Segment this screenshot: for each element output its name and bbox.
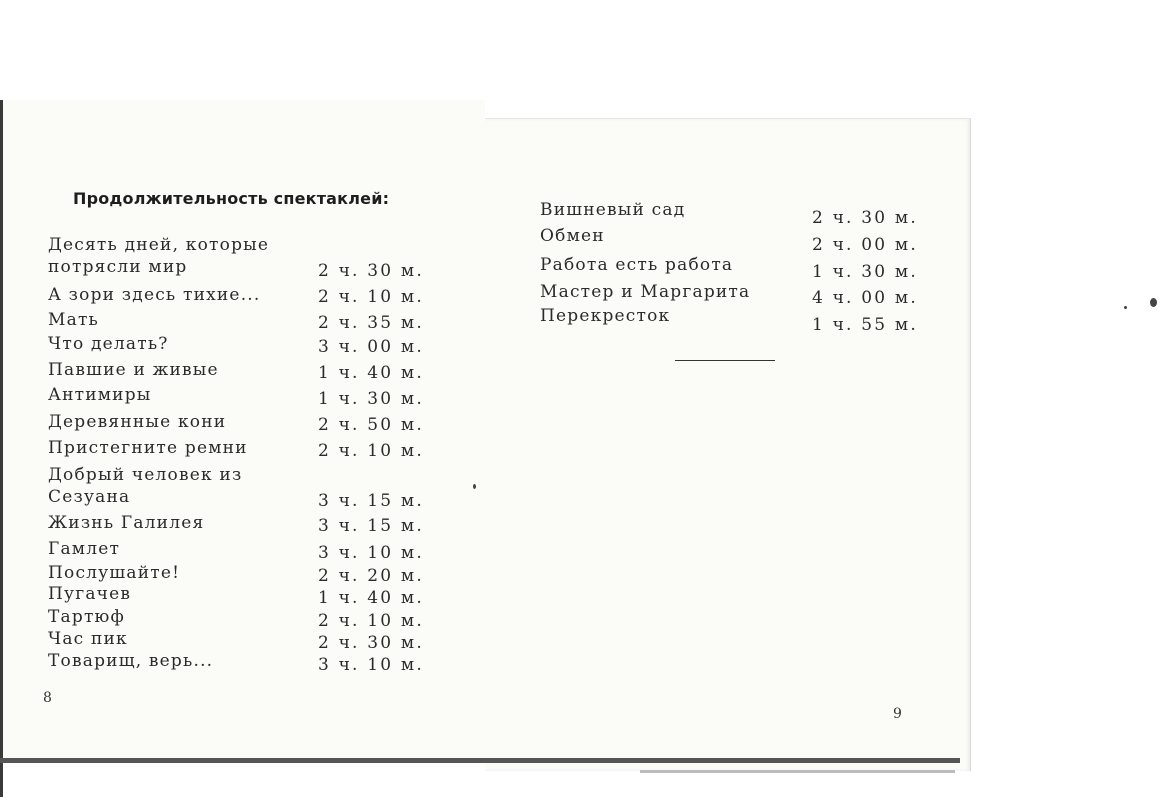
performance-duration: 1 ч. 40 м. xyxy=(318,363,424,383)
performance-title: Мастер и Маргарита xyxy=(540,282,751,302)
performance-title: Обмен xyxy=(540,226,605,246)
performance-duration: 2 ч. 00 м. xyxy=(812,235,918,255)
performance-title: Жизнь Галилея xyxy=(48,513,205,533)
performance-title: Павшие и живые xyxy=(48,360,219,380)
performance-title: Товарищ, верь... xyxy=(48,651,214,671)
performance-title: Тартюф xyxy=(48,607,126,627)
performance-duration: 2 ч. 35 м. xyxy=(318,313,424,333)
performance-title: Деревянные кони xyxy=(48,412,227,432)
performance-title: Что делать? xyxy=(48,334,169,354)
performance-duration: 2 ч. 10 м. xyxy=(318,287,424,307)
page-heading: Продолжительность спектаклей: xyxy=(73,189,390,208)
page-number-right: 9 xyxy=(893,706,902,722)
performance-title: Пугачев xyxy=(48,584,132,604)
performance-duration: 2 ч. 10 м. xyxy=(318,441,424,461)
performance-duration: 4 ч. 00 м. xyxy=(812,288,918,308)
scan-edge-bottom xyxy=(0,758,960,763)
performance-title: Десять дней, которые потрясли мир xyxy=(48,235,270,277)
performance-title: Добрый человек из Сезуана xyxy=(48,465,243,507)
end-divider xyxy=(675,360,775,361)
performance-title: Работа есть работа xyxy=(540,255,734,275)
performance-title: Час пик xyxy=(48,629,128,649)
performance-duration: 1 ч. 30 м. xyxy=(812,262,918,282)
page-number-left: 8 xyxy=(43,690,52,706)
performance-duration: 2 ч. 30 м. xyxy=(318,261,424,281)
performance-title: Мать xyxy=(48,310,100,330)
performance-duration: 3 ч. 15 м. xyxy=(318,491,424,511)
performance-duration: 2 ч. 20 м. xyxy=(318,566,424,586)
performance-title: Пристегните ремни xyxy=(48,438,248,458)
performance-duration: 3 ч. 00 м. xyxy=(318,337,424,357)
scan-speck xyxy=(473,484,476,489)
performance-title: Послушайте! xyxy=(48,563,181,583)
scan-edge-bottom-shadow xyxy=(640,770,955,773)
performance-duration: 1 ч. 30 м. xyxy=(318,389,424,409)
performance-title: Вишневый сад xyxy=(540,200,686,220)
performance-title: Антимиры xyxy=(48,385,152,405)
performance-title: Гамлет xyxy=(48,539,121,559)
performance-title: Перекресток xyxy=(540,306,671,326)
scan-speck xyxy=(1124,306,1127,309)
performance-title: А зори здесь тихие... xyxy=(48,285,261,305)
scan-speck xyxy=(1150,298,1157,307)
performance-duration: 3 ч. 10 м. xyxy=(318,655,424,675)
performance-duration: 1 ч. 55 м. xyxy=(812,315,918,335)
performance-duration: 2 ч. 30 м. xyxy=(318,633,424,653)
performance-duration: 2 ч. 10 м. xyxy=(318,611,424,631)
performance-duration: 1 ч. 40 м. xyxy=(318,588,424,608)
performance-duration: 2 ч. 50 м. xyxy=(318,415,424,435)
performance-duration: 3 ч. 15 м. xyxy=(318,516,424,536)
performance-duration: 3 ч. 10 м. xyxy=(318,543,424,563)
performance-duration: 2 ч. 30 м. xyxy=(812,208,918,228)
